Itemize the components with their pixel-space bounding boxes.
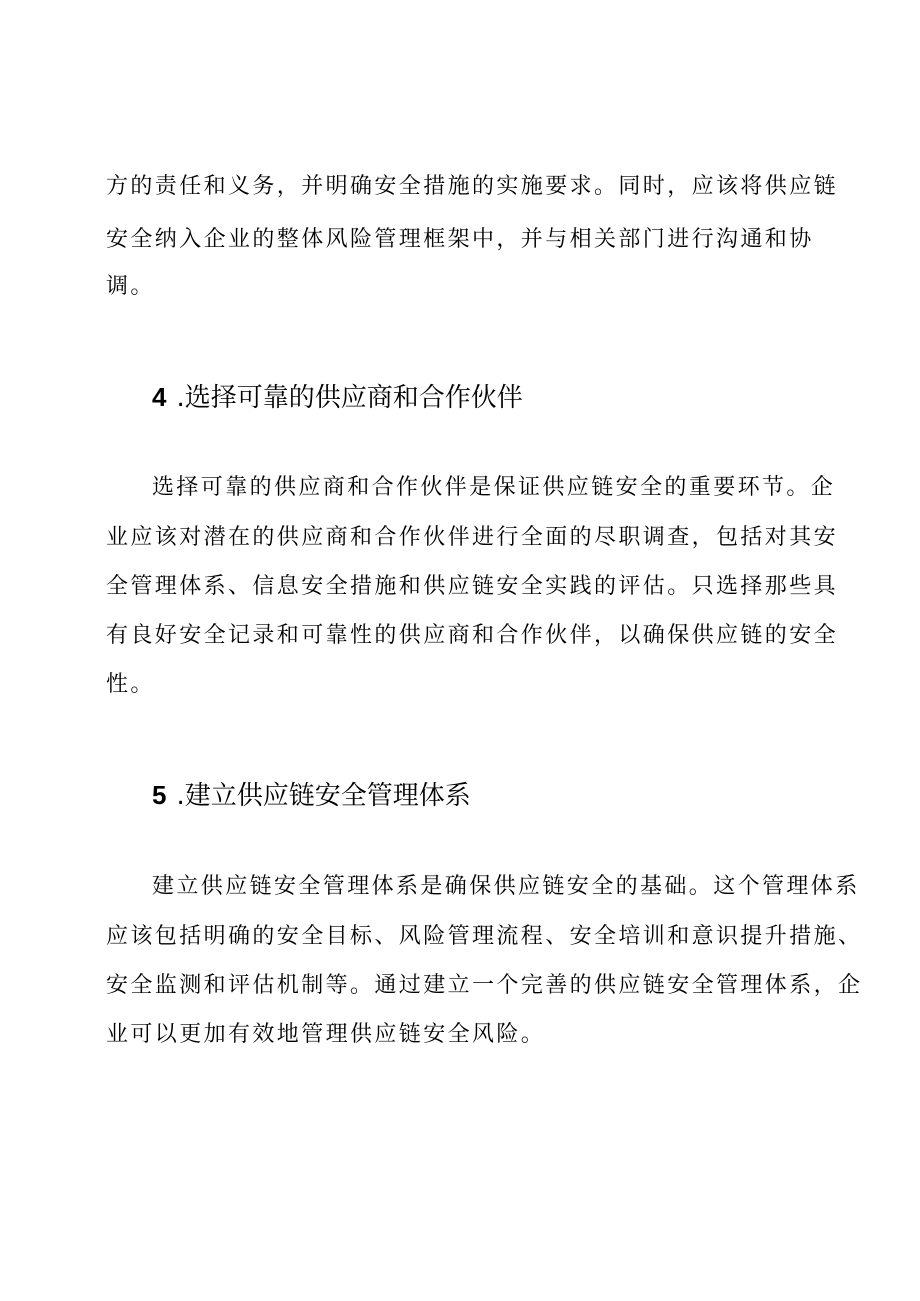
section-5-number: 5 [152,780,167,810]
section-5-title: .建立供应链安全管理体系 [176,781,471,811]
paragraph-line: 选择可靠的供应商和合作伙伴是保证供应链安全的重要环节。企 [152,475,836,500]
paragraph-line: 应该包括明确的安全目标、风险管理流程、安全培训和意识提升措施、 [106,924,863,949]
paragraph-line: 业应该对潜在的供应商和合作伙伴进行全面的尽职调查，包括对其安 [106,525,839,550]
paragraph-line: 有良好安全记录和可靠性的供应商和合作伙伴，以确保供应链的安全 [106,623,839,648]
paragraph-line: 性。 [106,672,155,697]
paragraph-line: 全管理体系、信息安全措施和供应链安全实践的评估。只选择那些具 [106,574,839,599]
paragraph-line: 方的责任和义务，并明确安全措施的实施要求。同时，应该将供应链 [106,174,839,199]
paragraph-line: 建立供应链安全管理体系是确保供应链安全的基础。这个管理体系 [152,874,860,899]
section-4-heading [152,380,523,415]
section-5-heading [152,778,471,813]
paragraph-line: 安全纳入企业的整体风险管理框架中，并与相关部门进行沟通和协 [106,227,814,252]
paragraph-line: 调。 [106,274,155,299]
section-4-number: 4 [152,382,167,412]
paragraph-line: 安全监测和评估机制等。通过建立一个完善的供应链安全管理体系，企 [106,973,863,998]
section-4-title: .选择可靠的供应商和合作伙伴 [176,383,523,413]
paragraph-line: 业可以更加有效地管理供应链安全风险。 [106,1022,546,1047]
